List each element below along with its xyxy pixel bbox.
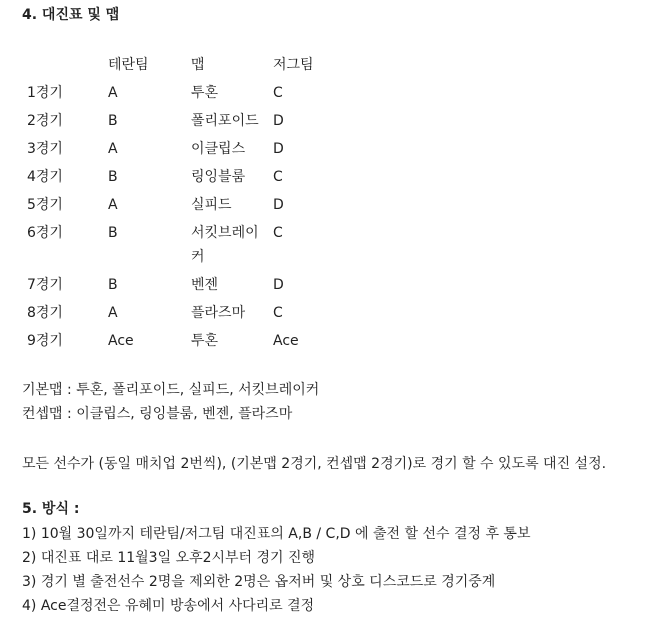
- table-row: [22, 135, 353, 163]
- cell-terran: B: [108, 225, 118, 241]
- cell-game: 5경기: [27, 197, 63, 213]
- section-5-title: 5. 방식 :: [22, 501, 80, 517]
- basic-maps-text: 기본맵 : 투혼, 폴리포이드, 실피드, 서킷브레이커: [22, 382, 320, 398]
- cell-zerg: D: [273, 141, 284, 157]
- cell-map: 실피드: [191, 197, 232, 213]
- cell-terran: A: [108, 141, 118, 157]
- table-row: [22, 327, 353, 355]
- cell-game: 1경기: [27, 85, 63, 101]
- header-game: [22, 51, 107, 79]
- table-row: [22, 191, 353, 219]
- bracket-table: [22, 51, 353, 355]
- cell-map: 폴리포이드: [191, 113, 259, 129]
- cell-game: 8경기: [27, 305, 63, 321]
- cell-map: 투혼: [191, 333, 219, 349]
- cell-zerg: C: [273, 85, 283, 101]
- header-terran: 테란팀: [108, 57, 149, 73]
- cell-game: 3경기: [27, 141, 63, 157]
- cell-game: 4경기: [27, 169, 63, 185]
- cell-terran: Ace: [108, 333, 134, 349]
- header-map: 맵: [191, 57, 205, 73]
- cell-terran: A: [108, 197, 118, 213]
- cell-map: 벤젠: [191, 277, 219, 293]
- table-header-row: [22, 51, 353, 79]
- cell-map: [191, 219, 273, 271]
- cell-game: 7경기: [27, 277, 63, 293]
- cell-map-text: 서킷브레이커: [191, 225, 259, 265]
- table-row: [22, 107, 353, 135]
- bracket-note-text: 모든 선수가 (동일 매치업 2번씩), (기본맵 2경기, 컨셉맵 2경기)로 경기 할 수 있도록 대진 설정.: [22, 456, 607, 472]
- method-item: 4) Ace결정전은 유혜미 방송에서 사다리로 결정: [22, 598, 315, 614]
- cell-zerg: C: [273, 225, 283, 241]
- cell-zerg: D: [273, 277, 284, 293]
- table-row: [22, 219, 353, 271]
- cell-map: 투혼: [191, 85, 219, 101]
- cell-map: 이클립스: [191, 141, 246, 157]
- cell-terran: B: [108, 277, 118, 293]
- method-item: 2) 대진표 대로 11월3일 오후2시부터 경기 진행: [22, 550, 316, 566]
- cell-zerg: C: [273, 169, 283, 185]
- cell-terran: A: [108, 85, 118, 101]
- table-row: [22, 271, 353, 299]
- table-row: [22, 79, 353, 107]
- cell-game: 2경기: [27, 113, 63, 129]
- cell-map: 플라즈마: [191, 305, 246, 321]
- cell-game: 6경기: [27, 225, 63, 241]
- cell-terran: B: [108, 113, 118, 129]
- table-row: [22, 299, 353, 327]
- table-row: [22, 163, 353, 191]
- concept-maps-text: 컨셉맵 : 이클립스, 링잉블룸, 벤젠, 플라즈마: [22, 406, 293, 422]
- cell-terran: A: [108, 305, 118, 321]
- method-item: 1) 10월 30일까지 테란팀/저그팀 대진표의 A,B / C,D 에 출전 할 선수 결정 후 통보: [22, 526, 531, 542]
- cell-terran: B: [108, 169, 118, 185]
- cell-zerg: D: [273, 113, 284, 129]
- cell-zerg: C: [273, 305, 283, 321]
- cell-zerg: D: [273, 197, 284, 213]
- header-zerg: 저그팀: [273, 57, 314, 73]
- cell-map: 링잉블룸: [191, 169, 246, 185]
- section-4-title: 4. 대진표 및 맵: [22, 7, 120, 23]
- method-item: 3) 경기 별 출전선수 2명을 제외한 2명은 옵저버 및 상호 디스코드로 경기중계: [22, 574, 496, 590]
- cell-zerg: Ace: [273, 333, 299, 349]
- cell-game: 9경기: [27, 333, 63, 349]
